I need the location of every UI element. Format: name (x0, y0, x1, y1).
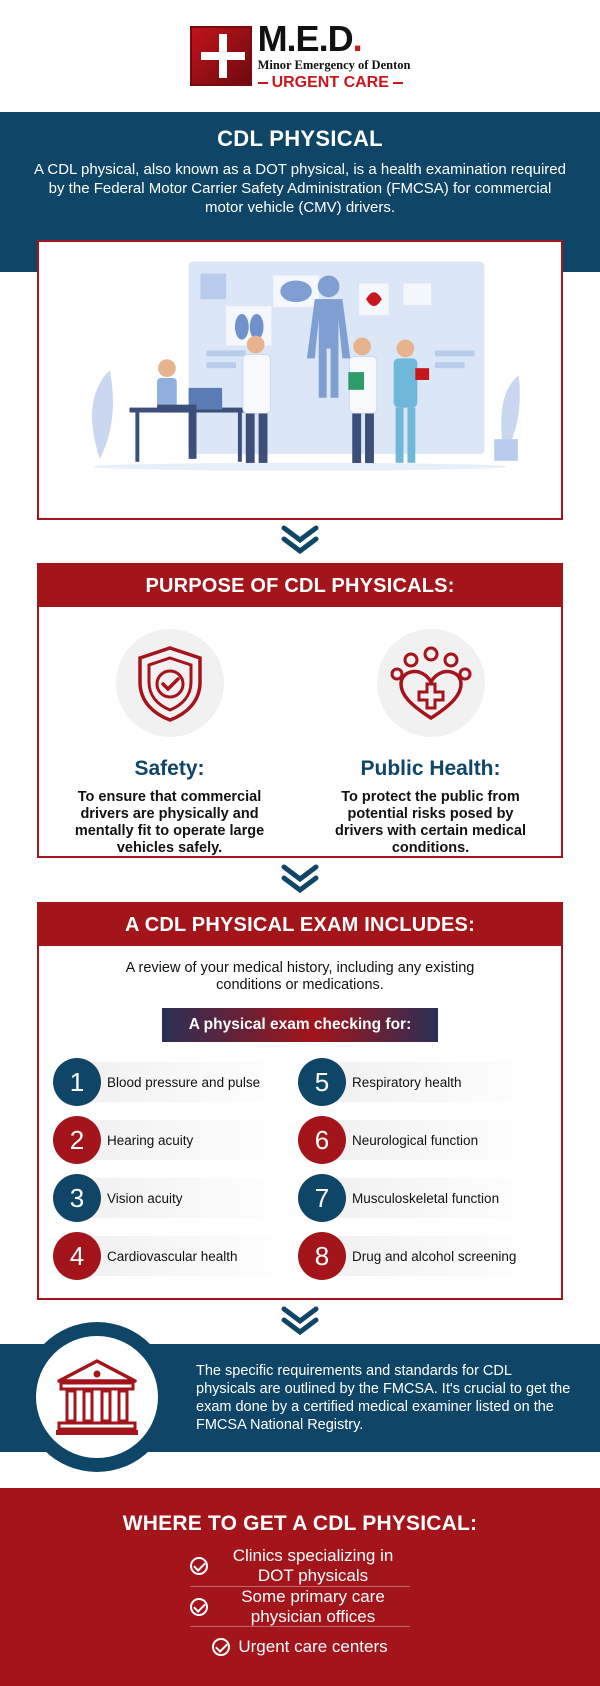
exam-checklist-label: A physical exam checking for: (162, 1008, 438, 1042)
purpose-text: To protect the public from potential risks posed by drivers with certain medical conditions. (335, 789, 526, 856)
chevron-down-icon (281, 525, 319, 555)
item-label: Blood pressure and pulse (107, 1074, 261, 1090)
item-number: 3 (53, 1174, 101, 1222)
registry-band (0, 1344, 600, 1452)
exam-checklist (53, 1058, 561, 1280)
list-item: Urgent care centers (190, 1626, 410, 1666)
list-item: Some primary care physician offices (190, 1586, 410, 1626)
purpose-heading: PURPOSE OF CDL PHYSICALS: (39, 565, 561, 607)
item-label: Respiratory health (352, 1074, 462, 1090)
logo-name: M.E.D. (257, 18, 362, 60)
item-number: 1 (53, 1058, 101, 1106)
item-label: Cardiovascular health (107, 1248, 238, 1264)
exam-item (298, 1058, 543, 1106)
logo-tagline: URGENT CARE (258, 75, 411, 91)
government-building-icon (36, 1336, 158, 1458)
doctors-illustration (39, 242, 561, 518)
item-label: Vision acuity (107, 1190, 183, 1206)
exam-item (298, 1116, 543, 1164)
logo-text (257, 18, 411, 91)
chevron-down-icon (281, 1306, 319, 1336)
exam-section (37, 902, 563, 1300)
page-title: CDL PHYSICAL (217, 126, 383, 151)
where-heading: WHERE TO GET A CDL PHYSICAL: (122, 1512, 478, 1535)
item-label: Neurological function (352, 1132, 479, 1148)
item-label: Musculoskeletal function (352, 1190, 500, 1206)
item-number: 7 (298, 1174, 346, 1222)
intro-text: A CDL physical, also known as a DOT physical, is a health examination required by the Federal Motor Carrier Safety Administration (FMCSA) for commercial motor vehicle (CMV) drivers. (34, 161, 566, 216)
item-number: 5 (298, 1058, 346, 1106)
check-circle-icon (190, 1598, 208, 1616)
purpose-section (37, 563, 563, 858)
item-label: Hearing acuity (107, 1132, 194, 1148)
purpose-item-safety (39, 607, 300, 857)
item-label: Drug and alcohol screening (352, 1248, 517, 1264)
check-circle-icon (190, 1557, 208, 1575)
exam-heading: A CDL PHYSICAL EXAM INCLUDES: (39, 904, 561, 946)
exam-item (53, 1116, 298, 1164)
exam-item (298, 1232, 543, 1280)
list-item: Clinics specializing in DOT physicals (190, 1546, 410, 1586)
where-list (0, 1546, 600, 1666)
purpose-title: Public Health: (360, 757, 501, 780)
where-section (0, 1488, 600, 1686)
shield-check-icon (116, 629, 224, 737)
check-circle-icon (212, 1638, 230, 1656)
exam-item (53, 1058, 298, 1106)
item-number: 6 (298, 1116, 346, 1164)
exam-item (53, 1174, 298, 1222)
purpose-text: To ensure that commercial drivers are physically and mentally fit to operate large vehicles safely. (74, 789, 265, 856)
exam-item (53, 1232, 298, 1280)
registry-text: The specific requirements and standards for CDL physicals are outlined by the FMCSA. It's crucial to get the exam done by a certified medical examiner listed on the FMCSA National Registry. (196, 1363, 571, 1433)
item-number: 8 (298, 1232, 346, 1280)
logo-subtitle: Minor Emergency of Denton (257, 58, 411, 73)
exam-lead-text: A review of your medical history, including any existing conditions or medications. (125, 960, 475, 993)
medical-cross-icon (190, 26, 252, 86)
item-number: 4 (53, 1232, 101, 1280)
exam-item (298, 1174, 543, 1222)
item-number: 2 (53, 1116, 101, 1164)
purpose-item-public-health (300, 607, 561, 857)
logo (190, 18, 411, 91)
illustration-card (37, 240, 563, 520)
chevron-down-icon (281, 864, 319, 894)
heart-people-icon (377, 629, 485, 737)
header (0, 0, 600, 112)
purpose-title: Safety: (134, 757, 205, 780)
